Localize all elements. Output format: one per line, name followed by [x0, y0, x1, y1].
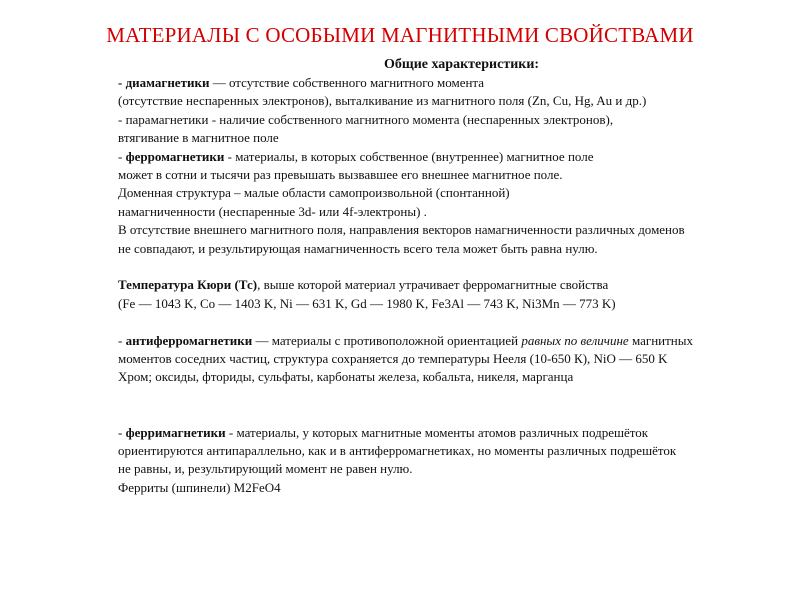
line-ferromagnetics-2: может в сотни и тысячи раз превышать вызвавшее его внешнее магнитное поле.: [118, 167, 563, 183]
antiferromagnetics-definition-end: магнитных: [628, 332, 693, 348]
spacer: [118, 313, 800, 331]
ferrimagnetics-prefix: -: [118, 424, 126, 440]
antiferromagnetics-definition: — материалы с противоположной ориентацией: [252, 332, 522, 348]
term-curie-temperature: Температура Кюри (Тс): [118, 277, 258, 293]
line-ferrimagnetics-3: не равны, и, результирующий момент не равен нулю.: [118, 461, 413, 477]
line-paramagnetics-2: втягивание в магнитное поле: [118, 130, 279, 146]
ferrimagnetics-definition: - материалы, у которых магнитные моменты атомов различных подрешёток: [225, 424, 649, 440]
line-absence-1: В отсутствие внешнего магнитного поля, направления векторов намагниченности различных доменов: [118, 222, 685, 238]
term-ferromagnetics: ферромагнетики: [125, 148, 225, 164]
line-ferrites: Ферриты (шпинели) M2FeO4: [118, 479, 281, 495]
line-curie-values: (Fe — 1043 K, Co — 1403 K, Ni — 631 K, Gd — 1980 K, Fe3Al — 743 K, Ni3Mn — 773 K): [118, 295, 616, 311]
line-diamagnetics-detail: (отсутствие неспаренных электронов), выталкивание из магнитного поля (Zn, Cu, Hg, Au и др.): [118, 93, 647, 109]
line-curie: [118, 276, 800, 294]
slide-title: МАТЕРИАЛЫ С ОСОБЫМИ МАГНИТНЫМИ СВОЙСТВАМИ: [106, 23, 694, 47]
line-domain-2: намагниченности (неспаренные 3d- или 4f-электроны) .: [118, 203, 427, 219]
line-antiferromagnetics: [118, 332, 800, 350]
term-antiferromagnetics: антиферромагнетики: [125, 332, 253, 348]
body-text: [118, 74, 800, 497]
line-absence-2: не совпадают, и результирующая намагниченность всего тела может быть равна нулю.: [118, 240, 598, 256]
line-diamagnetics: [118, 74, 800, 92]
curie-definition: , выше которой материал утрачивает ферромагнитные свойства: [257, 277, 609, 293]
ferromagnetics-definition: - материалы, в которых собственное (внутреннее) магнитное поле: [224, 148, 594, 164]
term-ferrimagnetics: ферримагнетики: [125, 424, 226, 440]
line-ferrimagnetics-2: ориентируются антипараллельно, как и в антиферромагнетиках, но моменты различных подрешёток: [118, 443, 677, 459]
term-diamagnetics: - диамагнетики: [118, 75, 210, 90]
line-ferromagnetics: [118, 148, 800, 166]
antiferromagnetics-prefix: -: [118, 332, 126, 348]
line-ferrimagnetics: [118, 424, 800, 442]
spacer: [118, 387, 800, 424]
line-domain-1: Доменная структура – малые области самопроизвольной (спонтанной): [118, 185, 510, 201]
antiferromagnetics-italic: равных по величине: [521, 332, 629, 348]
line-antiferromagnetics-2: моментов соседних частиц, структура сохраняется до температуры Нееля (10-650 К), NiO — 650 K: [118, 351, 668, 367]
spacer: [118, 258, 800, 276]
line-paramagnetics-1: - парамагнетики - наличие собственного магнитного момента (неспаренных электронов),: [118, 111, 614, 127]
ferromagnetics-prefix: -: [118, 148, 126, 164]
line-antiferromagnetics-3: Хром; оксиды, фториды, сульфаты, карбонаты железа, кобальта, никеля, марганца: [118, 369, 574, 385]
diamagnetics-definition: — отсутствие собственного магнитного момента: [209, 75, 485, 90]
section-subtitle: Общие характеристики:: [384, 57, 540, 72]
